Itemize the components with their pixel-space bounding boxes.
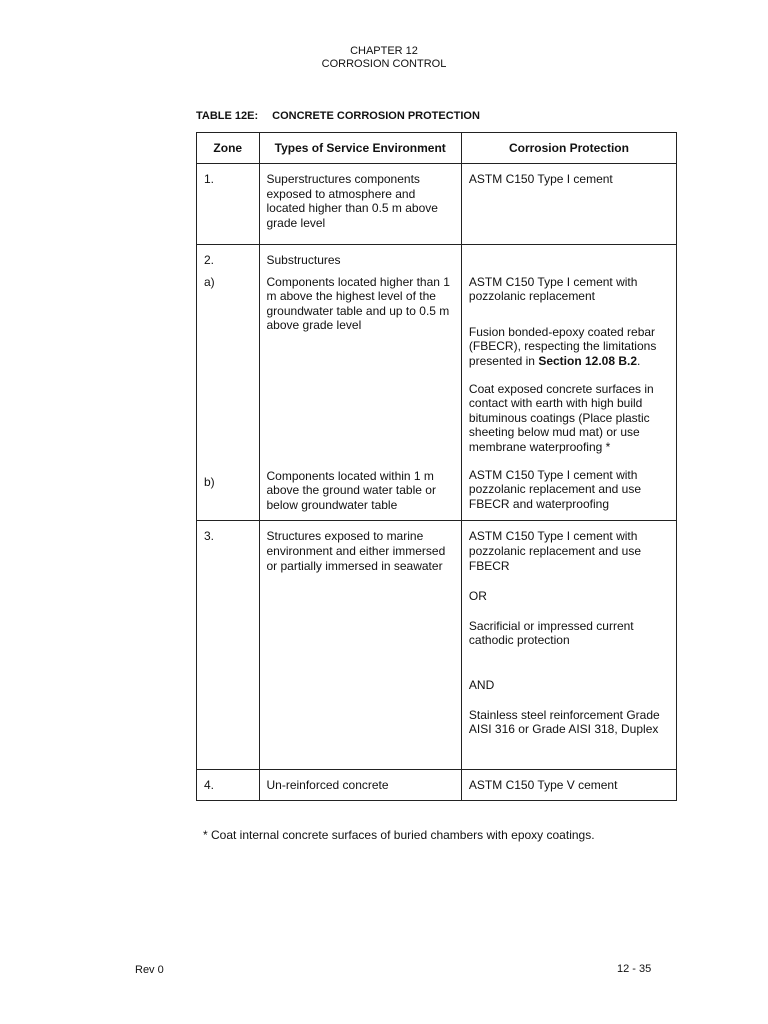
protection-cell: ASTM C150 Type I cement with pozzolanic replacement and use FBECR OR Sacrificial or impressed current cathodic protection AND Stainless steel reinforcement Grade AISI 316 or Grade AISI 318, Duplex (461, 521, 676, 769)
environment-cell: Superstructures components exposed to atmosphere and located higher than 0.5 m above grade level (259, 164, 461, 245)
table-header-row (197, 133, 677, 164)
table-row (197, 521, 677, 769)
chapter-number: CHAPTER 12 (350, 45, 418, 57)
corrosion-protection-table (196, 132, 677, 801)
revision-label: Rev 0 (135, 964, 164, 976)
table-row (197, 245, 677, 521)
environment-cell: Substructures Components located higher than 1 m above the highest level of the groundwater table and up to 0.5 m above grade level Components located within 1 m above the ground water table or below groundwater table (259, 245, 461, 521)
zone-cell: 2. a) b) (197, 245, 260, 521)
zone-cell: 4. (197, 769, 260, 801)
header-zone: Zone (197, 133, 260, 164)
protection-cell: ASTM C150 Type I cement with pozzolanic replacement Fusion bonded-epoxy coated rebar (FBECR), respecting the limitations presented in Section 12.08 B.2. Coat exposed concrete surfaces in contact with earth with high build bituminous coatings (Place plastic sheeting below mud mat) or use membrane waterproofing * ASTM C150 Type I cement with pozzolanic replacement and use FBECR and waterproofing (461, 245, 676, 521)
header-environment: Types of Service Environment (259, 133, 461, 164)
environment-cell: Structures exposed to marine environment and either immersed or partially immersed in seawater (259, 521, 461, 769)
table-label: TABLE 12E: (196, 110, 259, 122)
header-protection: Corrosion Protection (461, 133, 676, 164)
table-footnote: * Coat internal concrete surfaces of buried chambers with epoxy coatings. (203, 828, 595, 842)
table-caption (196, 110, 480, 122)
table-row (197, 164, 677, 245)
chapter-title: CORROSION CONTROL (321, 58, 447, 70)
protection-cell: ASTM C150 Type I cement (461, 164, 676, 245)
table-row (197, 769, 677, 801)
protection-cell: ASTM C150 Type V cement (461, 769, 676, 801)
zone-cell: 3. (197, 521, 260, 769)
page-number: 12 - 35 (617, 963, 652, 975)
page-header (0, 45, 768, 71)
environment-cell: Un-reinforced concrete (259, 769, 461, 801)
table-title: CONCRETE CORROSION PROTECTION (272, 110, 480, 122)
zone-cell: 1. (197, 164, 260, 245)
